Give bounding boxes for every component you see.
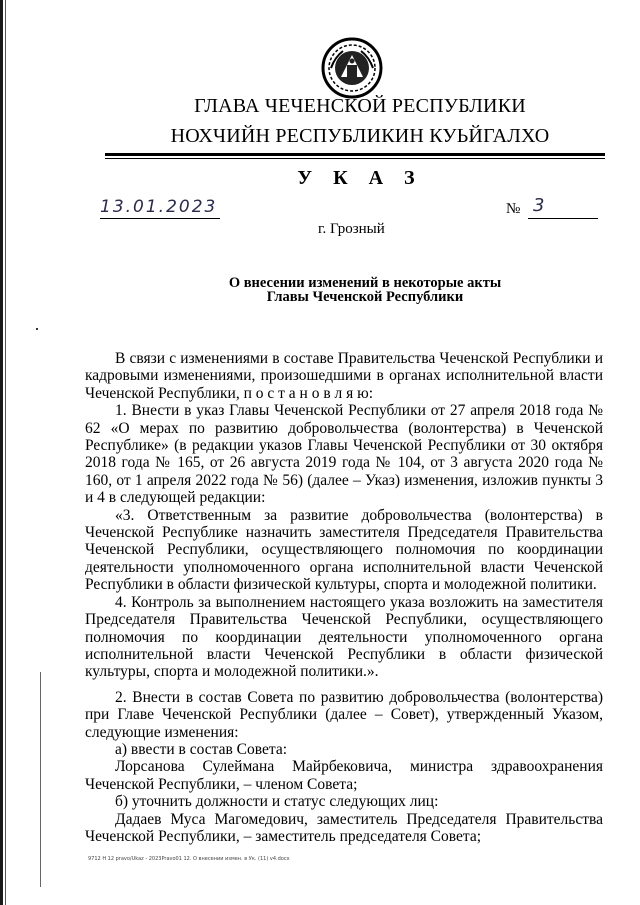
paragraph-item-1: 1. Внести в указ Главы Чеченской Республики от 27 апреля 2018 года № 62 «О мерах по развитию добровольчества (волонтерства) в Чеченской Республике» (в редакции указов Главы Чеченской Республики от 30 октября 2018 года № 165, от 26 августа 2019 года № 104, от 3 августа 2020 года № 160, от 1 апреля 2022 года № 56) (далее – Указ) изменения, изложив пункты 3 и 4 в следующей редакции:	[85, 402, 603, 507]
scan-edge	[0, 0, 3, 905]
header-divider-thick	[105, 153, 605, 156]
paragraph-subitem-a: а) ввести в состав Совета:	[115, 740, 288, 758]
paragraph-member-dadaev: Дадаев Муса Магомедович, заместитель Председателя Правительства Чеченской Республики, – заместитель председателя Совета;	[85, 810, 603, 845]
footer-file-code: 9712 Н 12 pravo/Ukaz - 2023Pravo01 12. О внесении измен. в Ук. (11) v4.docx	[88, 856, 290, 862]
handwritten-number: 3	[533, 195, 545, 216]
document-title	[195, 276, 535, 304]
paragraph-preamble: В связи с изменениями в составе Правительства Чеченской Республики и кадровыми изменениями, произошедшими в органах исполнительной власти Чеченской Республики, п о с т а н о в л я ю:	[85, 350, 603, 402]
document-body	[85, 350, 603, 845]
header-divider-thin	[105, 158, 605, 159]
issuer-title-russian: ГЛАВА ЧЕЧЕНСКОЙ РЕСПУБЛИКИ	[194, 95, 526, 117]
chechen-republic-emblem-icon	[321, 37, 383, 99]
paragraph-member-lorsanov: Лорсанова Сулеймана Майрбековича, министра здравоохранения Чеченской Республики, – членом Совета;	[85, 758, 603, 793]
number-label: №	[506, 201, 521, 217]
scan-edge-inner	[5, 0, 6, 905]
scan-speck	[36, 328, 38, 330]
document-type: У К А З	[297, 167, 423, 189]
paragraph-new-point-3: «3. Ответственным за развитие добровольчества (волонтерства) в Чеченской Республике назначить заместителя Председателя Правительства Чеченской Республики, осуществляющего полномочия по координации деятельности уполномоченного органа исполнительной власти Чеченской Республики в области физической культуры, спорта и молодежной политики.	[85, 506, 603, 594]
issuer-title-chechen: НОХЧИЙН РЕСПУБЛИКИН КУЬЙГАЛХО	[170, 125, 550, 147]
paragraph-subitem-b: б) уточнить должности и статус следующих лиц:	[115, 793, 439, 811]
number-underline	[528, 218, 598, 219]
margin-mark	[40, 672, 41, 887]
paragraph-new-point-4: 4. Контроль за выполнением настоящего указа возложить на заместителя Председателя Правительства Чеченской Республики, осуществляющего полномочия по координации деятельности уполномоченного органа исполнительной власти Чеченской Республики в области физической культуры, спорта и молодежной политики.».	[85, 593, 603, 681]
document-title-line-2: Главы Чеченской Республики	[266, 289, 464, 305]
paragraph-item-2: 2. Внести в состав Совета по развитию добровольчества (волонтерства) при Главе Чеченской Республики (далее – Совет), утвержденный Указом, следующие изменения:	[85, 688, 603, 741]
city: г. Грозный	[318, 221, 385, 237]
handwritten-date: 13.01.2023	[100, 197, 218, 217]
document-title-line-1: О внесении изменений в некоторые акты	[228, 275, 502, 291]
date-underline	[100, 218, 220, 219]
